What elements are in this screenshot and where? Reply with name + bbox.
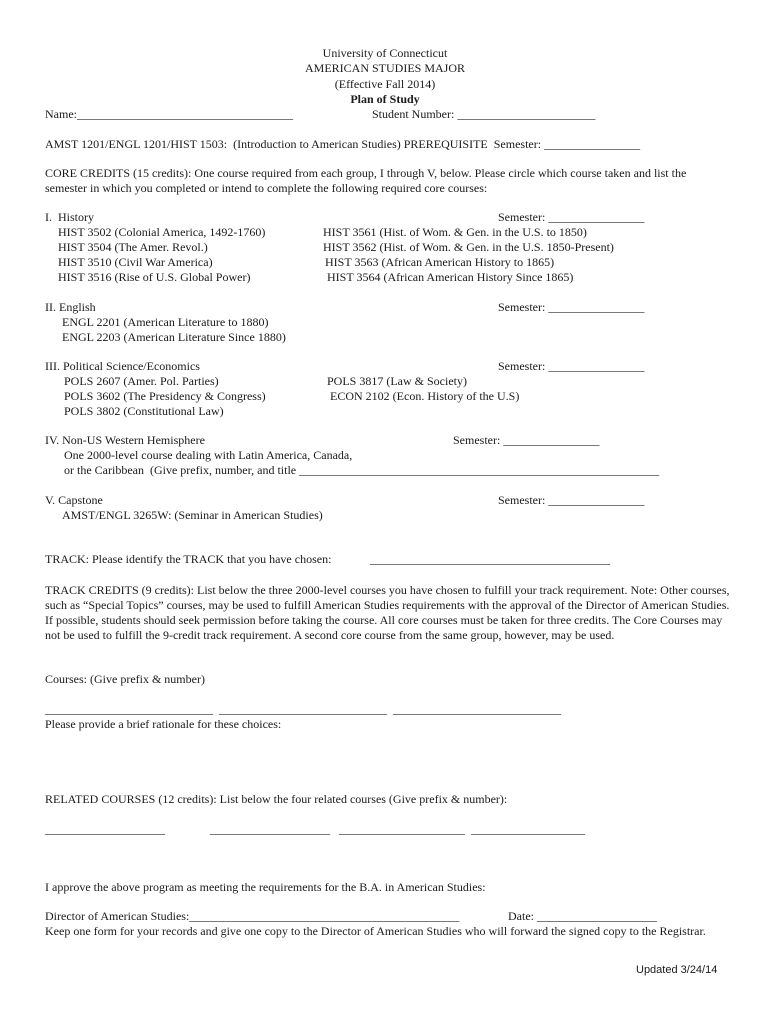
english-semester-field[interactable]: Semester: ________________ [498,300,645,314]
related-courses-label: RELATED COURSES (12 credits): List below the four related courses (Give prefix & number): [45,792,508,806]
name-field[interactable]: Name:____________________________________ [45,107,293,121]
course-option[interactable]: POLS 3802 (Constitutional Law) [64,404,224,418]
date-field[interactable]: Date: ____________________ [508,909,657,923]
course-option[interactable]: POLS 3602 (The Presidency & Congress) [64,389,266,403]
history-heading: I. History [45,210,94,224]
course-option[interactable]: POLS 3817 (Law & Society) [327,374,467,388]
nonus-title-field[interactable]: or the Caribbean (Give prefix, number, and title ____________________________________________________________ [64,463,660,477]
related-course-fields[interactable]: ____________________ ____________________ _____________________ ___________________ [45,822,585,836]
track-course-fields[interactable]: ____________________________ ____________________________ ____________________________ [45,702,561,716]
capstone-semester-field[interactable]: Semester: ________________ [498,493,645,507]
core-credits-intro: CORE CREDITS (15 credits): One course required from each group, I through V, below. Please circle which course taken and list the semester in which you completed or intend to complete the following required core courses: [45,166,687,195]
university-title: University of Connecticut [322,46,448,60]
nonus-semester-field[interactable]: Semester: ________________ [453,433,600,447]
course-option[interactable]: ENGL 2203 (American Literature Since 1880) [62,330,286,344]
english-heading: II. English [45,300,96,314]
nonus-description: One 2000-level course dealing with Latin America, Canada, [64,448,353,462]
capstone-course: AMST/ENGL 3265W: (Seminar in American Studies) [62,508,323,522]
updated-date: Updated 3/24/14 [636,964,718,976]
course-option[interactable]: POLS 2607 (Amer. Pol. Parties) [64,374,219,388]
track-credits-text: TRACK CREDITS (9 credits): List below the three 2000-level courses you have chosen to fulfill your track requirement. Note: Other courses, such as “Special Topics” courses, may be used to fulfill American Studies requirements with the approval of the Director of American Studies. If possible, students should seek permission before taking the course. All core courses must be taken for three credits. The Core Courses may not be used to fulfill the 9-credit track requirement. A second core course from the same group, however, may be used. [45,583,730,642]
course-option[interactable]: ECON 2102 (Econ. History of the U.S) [330,389,520,403]
track-field[interactable]: ________________________________________ [370,552,610,566]
student-number-field[interactable]: Student Number: _______________________ [372,107,596,121]
major-title: AMERICAN STUDIES MAJOR [304,61,465,75]
nonus-heading: IV. Non-US Western Hemisphere [45,433,205,447]
course-option[interactable]: HIST 3563 (African American History to 1865) [325,255,555,269]
approval-statement: I approve the above program as meeting the requirements for the B.A. in American Studies: [45,880,486,894]
plan-title: Plan of Study [350,92,420,106]
records-note: Keep one form for your records and give one copy to the Director of American Studies who will forward the signed copy to the Registrar. [45,924,706,938]
course-option[interactable]: HIST 3562 (Hist. of Wom. & Gen. in the U.S. 1850-Present) [323,240,614,254]
course-option[interactable]: HIST 3516 (Rise of U.S. Global Power) [58,270,251,284]
course-option[interactable]: HIST 3504 (The Amer. Revol.) [58,240,208,254]
course-option[interactable]: HIST 3510 (Civil War America) [58,255,213,269]
effective-date: (Effective Fall 2014) [334,77,436,91]
course-option[interactable]: HIST 3564 (African American History Since 1865) [327,270,574,284]
course-option[interactable]: ENGL 2201 (American Literature to 1880) [62,315,269,329]
prerequisite-line[interactable]: AMST 1201/ENGL 1201/HIST 1503: (Introduction to American Studies) PREREQUISITE Semester: ________________ [45,137,641,151]
history-semester-field[interactable]: Semester: ________________ [498,210,645,224]
track-label: TRACK: Please identify the TRACK that you have chosen: [45,552,332,566]
polisci-semester-field[interactable]: Semester: ________________ [498,359,645,373]
courses-label: Courses: (Give prefix & number) [45,672,205,686]
course-option[interactable]: HIST 3561 (Hist. of Wom. & Gen. in the U.S. to 1850) [323,225,587,239]
polisci-heading: III. Political Science/Economics [45,359,200,373]
director-signature-field[interactable]: Director of American Studies:_____________________________________________ [45,909,460,923]
rationale-label: Please provide a brief rationale for these choices: [45,717,282,731]
capstone-heading: V. Capstone [45,493,103,507]
course-option[interactable]: HIST 3502 (Colonial America, 1492-1760) [58,225,266,239]
